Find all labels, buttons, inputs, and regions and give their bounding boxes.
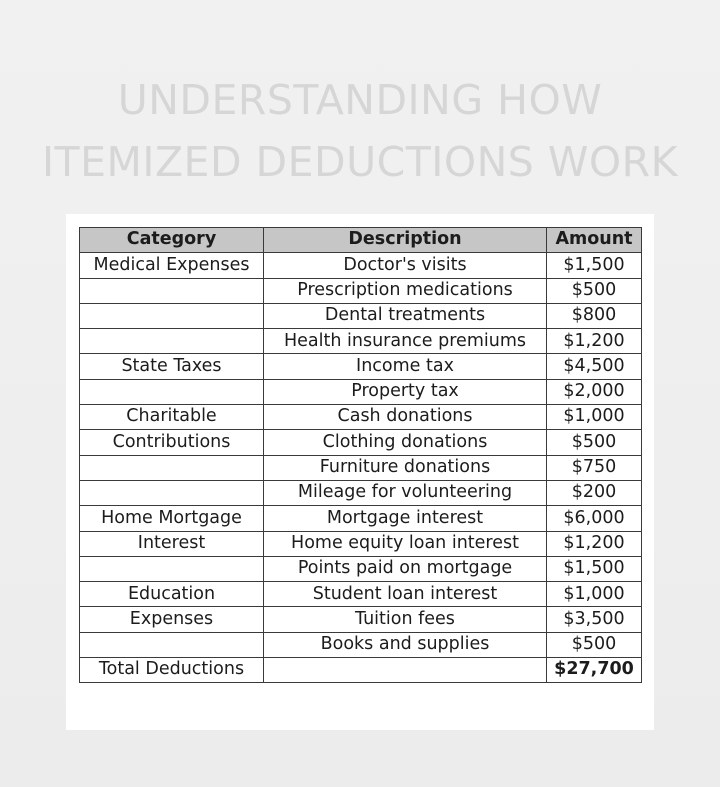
category-cell [80, 379, 264, 404]
category-cell: Charitable [80, 405, 264, 430]
category-cell [80, 455, 264, 480]
description-cell: Mortgage interest [264, 506, 547, 531]
description-cell: Student loan interest [264, 582, 547, 607]
amount-cell: $1,500 [547, 253, 642, 278]
header-description: Description [264, 228, 547, 253]
amount-cell: $500 [547, 430, 642, 455]
amount-cell: $500 [547, 632, 642, 657]
table-row [80, 253, 642, 278]
amount-cell: $800 [547, 303, 642, 328]
category-cell: Medical Expenses [80, 253, 264, 278]
amount-cell: $1,000 [547, 582, 642, 607]
table-row [80, 531, 642, 556]
page-title-line-1: UNDERSTANDING HOW [117, 76, 603, 124]
category-cell [80, 278, 264, 303]
table-row [80, 278, 642, 303]
category-cell: State Taxes [80, 354, 264, 379]
table-row [80, 455, 642, 480]
description-cell: Tuition fees [264, 607, 547, 632]
category-cell [80, 303, 264, 328]
description-cell: Doctor's visits [264, 253, 547, 278]
category-cell: Interest [80, 531, 264, 556]
deductions-table [79, 227, 642, 683]
description-cell: Points paid on mortgage [264, 556, 547, 581]
description-cell: Income tax [264, 354, 547, 379]
total-description-cell [264, 658, 547, 683]
amount-cell: $1,000 [547, 405, 642, 430]
table-row [80, 354, 642, 379]
total-row [80, 658, 642, 683]
table-row [80, 430, 642, 455]
description-cell: Furniture donations [264, 455, 547, 480]
table-row [80, 405, 642, 430]
description-cell: Cash donations [264, 405, 547, 430]
amount-cell: $1,500 [547, 556, 642, 581]
amount-cell: $750 [547, 455, 642, 480]
amount-cell: $1,200 [547, 329, 642, 354]
category-cell: Expenses [80, 607, 264, 632]
table-row [80, 607, 642, 632]
description-cell: Property tax [264, 379, 547, 404]
category-cell: Education [80, 582, 264, 607]
description-cell: Books and supplies [264, 632, 547, 657]
table-row [80, 379, 642, 404]
amount-cell: $2,000 [547, 379, 642, 404]
header-category: Category [80, 228, 264, 253]
table-row [80, 582, 642, 607]
header-amount: Amount [547, 228, 642, 253]
description-cell: Clothing donations [264, 430, 547, 455]
amount-cell: $3,500 [547, 607, 642, 632]
amount-cell: $500 [547, 278, 642, 303]
table-row [80, 329, 642, 354]
description-cell: Dental treatments [264, 303, 547, 328]
description-cell: Prescription medications [264, 278, 547, 303]
total-label-cell: Total Deductions [80, 658, 264, 683]
description-cell: Home equity loan interest [264, 531, 547, 556]
description-cell: Mileage for volunteering [264, 480, 547, 505]
amount-cell: $200 [547, 480, 642, 505]
table-row [80, 506, 642, 531]
table-row [80, 303, 642, 328]
table-header-row [80, 228, 642, 253]
category-cell [80, 632, 264, 657]
total-amount-cell: $27,700 [547, 658, 642, 683]
category-cell [80, 329, 264, 354]
table-row [80, 632, 642, 657]
category-cell: Home Mortgage [80, 506, 264, 531]
description-cell: Health insurance premiums [264, 329, 547, 354]
table-row [80, 480, 642, 505]
amount-cell: $4,500 [547, 354, 642, 379]
category-cell [80, 556, 264, 581]
table-row [80, 556, 642, 581]
amount-cell: $1,200 [547, 531, 642, 556]
category-cell [80, 480, 264, 505]
amount-cell: $6,000 [547, 506, 642, 531]
page-title-line-2: ITEMIZED DEDUCTIONS WORK [41, 138, 679, 186]
category-cell: Contributions [80, 430, 264, 455]
